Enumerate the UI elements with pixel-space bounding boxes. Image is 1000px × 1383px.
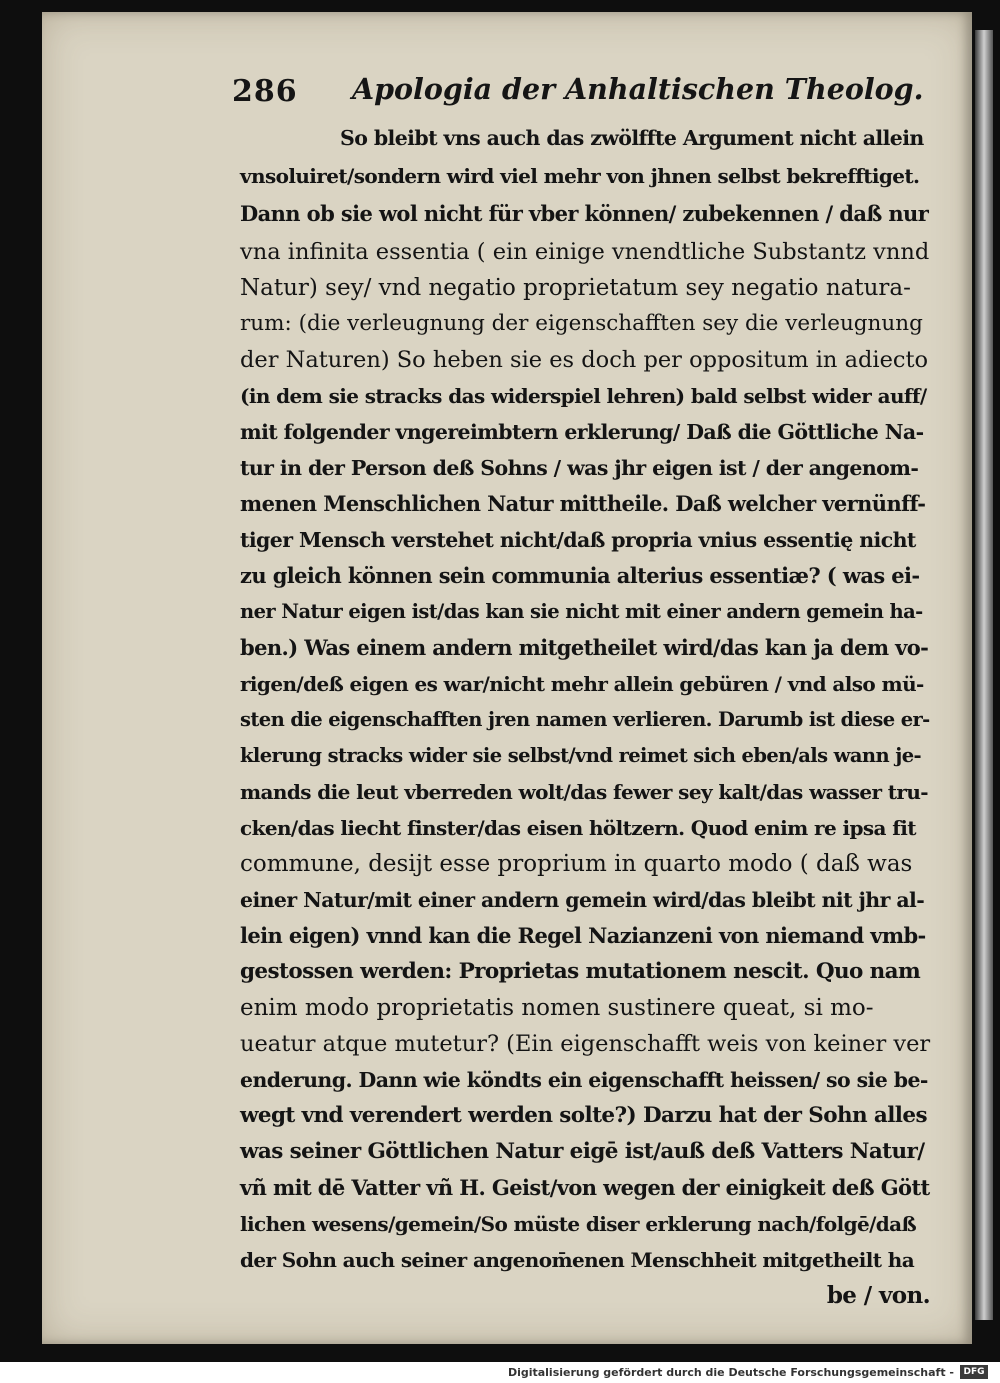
text-line: gestossen werden: Proprietas mutationem nescit. Quo nam [240,959,921,984]
text-line: lichen wesens/gemein/So müste diser erklerung nach/folgē/daß [240,1212,917,1236]
text-line: was seiner Göttlichen Natur eigē ist/auß deß Vatters Natur/ [240,1139,925,1164]
running-title: Apologia der Anhaltischen Theolog. [352,72,924,106]
text-line: rum: (die verleugnung der eigenschafften sey die verleugnung [240,311,923,336]
text-line: tiger Mensch verstehet nicht/daß propria vnius essentię nicht [240,528,916,552]
footer [0,1362,1000,1383]
text-line: Natur) sey/ vnd negatio proprietatum sey negatio natura- [240,275,911,301]
text-line: Dann ob sie wol nicht für vber können/ zubekennen / daß nur [240,201,929,226]
funding-credit: Digitalisierung gefördert durch die Deutsche Forschungsgemeinschaft - [507,1366,954,1379]
text-line: wegt vnd verendert werden solte?) Darzu hat der Sohn alles [240,1103,927,1128]
text-line: rigen/deß eigen es war/nicht mehr allein gebüren / vnd also mü- [240,672,924,696]
text-line: tur in der Person deß Sohns / was jhr eigen ist / der angenom- [240,456,919,480]
text-line: ben.) Was einem andern mitgetheilet wird/das kan ja dem vo- [240,635,929,660]
text-line: enim modo proprietatis nomen sustinere queat, si mo- [240,995,874,1021]
page-header [232,66,932,116]
text-line: der Sohn auch seiner angenom̄enen Menschheit mitgetheilt ha [240,1248,915,1272]
text-line: mit folgender vngereimbtern erklerung/ Daß die Göttliche Na- [240,420,924,444]
dfg-logo: DFG [960,1365,988,1379]
text-line: mands die leut vberreden wolt/das fewer sey kalt/das wasser tru- [240,780,929,804]
text-line: zu gleich können sein communia alterius essentiæ? ( was ei- [240,563,920,588]
text-line: vñ mit dē Vatter vñ H. Geist/von wegen der einigkeit deß Gött [240,1175,930,1200]
text-line: enderung. Dann wie köndts ein eigenschafft heissen/ so sie be- [240,1068,928,1092]
text-line: lein eigen) vnnd kan die Regel Nazianzeni von niemand vmb- [240,923,926,948]
text-line: einer Natur/mit einer andern gemein wird/das bleibt nit jhr al- [240,888,925,912]
text-line: commune, desijt esse proprium in quarto modo ( daß was [240,851,913,877]
text-line: ner Natur eigen ist/das kan sie nicht mit einer andern gemein ha- [240,600,923,623]
text-line: klerung stracks wider sie selbst/vnd reimet sich eben/als wann je- [240,744,921,767]
catchword: be / von. [826,1282,930,1309]
text-line: sten die eigenschafften jren namen verlieren. Darumb ist diese er- [240,708,930,731]
text-line: menen Menschlichen Natur mittheile. Daß welcher vernünff- [240,491,926,516]
text-line: vnsoluiret/sondern wird viel mehr von jhnen selbst bekrefftiget. [240,164,920,188]
text-line: (in dem sie stracks das widerspiel lehren) bald selbst wider auff/ [240,384,927,408]
page-number: 286 [232,74,298,109]
text-line: cken/das liecht finster/das eisen höltzern. Quod enim re ipsa fit [240,816,916,840]
text-line: So bleibt vns auch das zwölffte Argument nicht allein [340,126,924,150]
text-line: ueatur atque mutetur? (Ein eigenschafft weis von keiner ver [240,1031,931,1057]
scanner-edge-strip [975,30,993,1320]
text-line: der Naturen) So heben sie es doch per oppositum in adiecto [240,347,929,373]
text-line: vna infinita essentia ( ein einige vnendtliche Substantz vnnd [240,239,930,265]
